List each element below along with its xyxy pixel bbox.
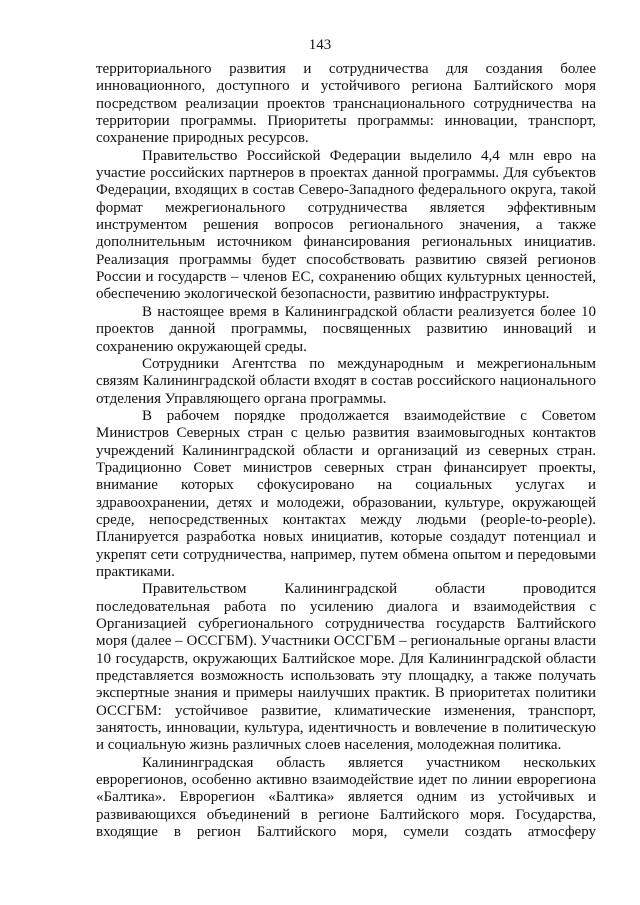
paragraph-agency-staff: Сотрудники Агентства по международным и межрегиональным связям Калининградской области входят в состав российского национального отделения Управляющего органа программы. <box>96 355 596 407</box>
paragraph-projects-count: В настоящее время в Калининградской области реализуется более 10 проектов данной программы, посвященных развитию инноваций и сохранению окружающей среды. <box>96 303 596 355</box>
page-number: 143 <box>308 37 332 53</box>
paragraph-euroregions: Калининградская область является участником нескольких еврорегионов, особенно активно взаимодействие идет по линии еврорегиона «Балтика». Еврорегион «Балтика» является одним из устойчивых и развивающихся объединений в регионе Балтийского моря. Государства, входящие в регион Балтийского моря, сумели создать атмосферу <box>96 754 596 841</box>
document-body <box>96 61 596 841</box>
paragraph-government-funding: Правительство Российской Федерации выделило 4,4 млн евро на участие российских партнеров в проектах данной программы. Для субъектов Федерации, входящих в состав Северо-Западного федерального округа, такой формат межрегионального сотрудничества является эффективным инструментом решения вопросов регионального значения, а также дополнительным источником финансирования региональных инициатив. Реализация программы будет способствовать развитию связей регионов России и государств – членов ЕС, сохранению общих культурных ценностей, обеспечению экологической безопасности, развитию инфраструктуры. <box>96 147 596 303</box>
paragraph-continuation: территориального развития и сотрудничества для создания более инновационного, доступного и устойчивого региона Балтийского моря посредством реализации проектов транснационального сотрудничества на территории программы. Приоритеты программы: инновации, транспорт, сохранение природных ресурсов. <box>96 61 596 147</box>
paragraph-nordic-council: В рабочем порядке продолжается взаимодействие с Советом Министров Северных стран с целью развития взаимовыгодных контактов учреждений Калининградской области и организаций из северных стран. Традиционно Совет министров северных стран финансирует проекты, внимание которых сфокусировано на социальных услугах и здравоохранении, детях и молодежи, образовании, культуре, окружающей среде, непосредственных контактах между людьми (people-to-people). Планируется разработка новых инициатив, которые создадут потенциал и укрепят сети сотрудничества, например, путем обмена опытом и передовыми практиками. <box>96 407 596 580</box>
paragraph-bsssc: Правительством Калининградской области проводится последовательная работа по усилению диалога и взаимодействия с Организацией субрегионального сотрудничества государств Балтийского моря (далее – ОССГБМ). Участники ОССГБМ – региональные органы власти 10 государств, окружающих Балтийское море. Для Калининградской области представляется возможность использовать эту площадку, а также получать экспертные знания и примеры наилучших практик. В приоритетах политики ОССГБМ: устойчивое развитие, климатические изменения, транспорт, занятость, инновации, культура, идентичность и вовлечение в политическую и социальную жизнь различных слоев населения, молодежная политика. <box>96 581 596 754</box>
